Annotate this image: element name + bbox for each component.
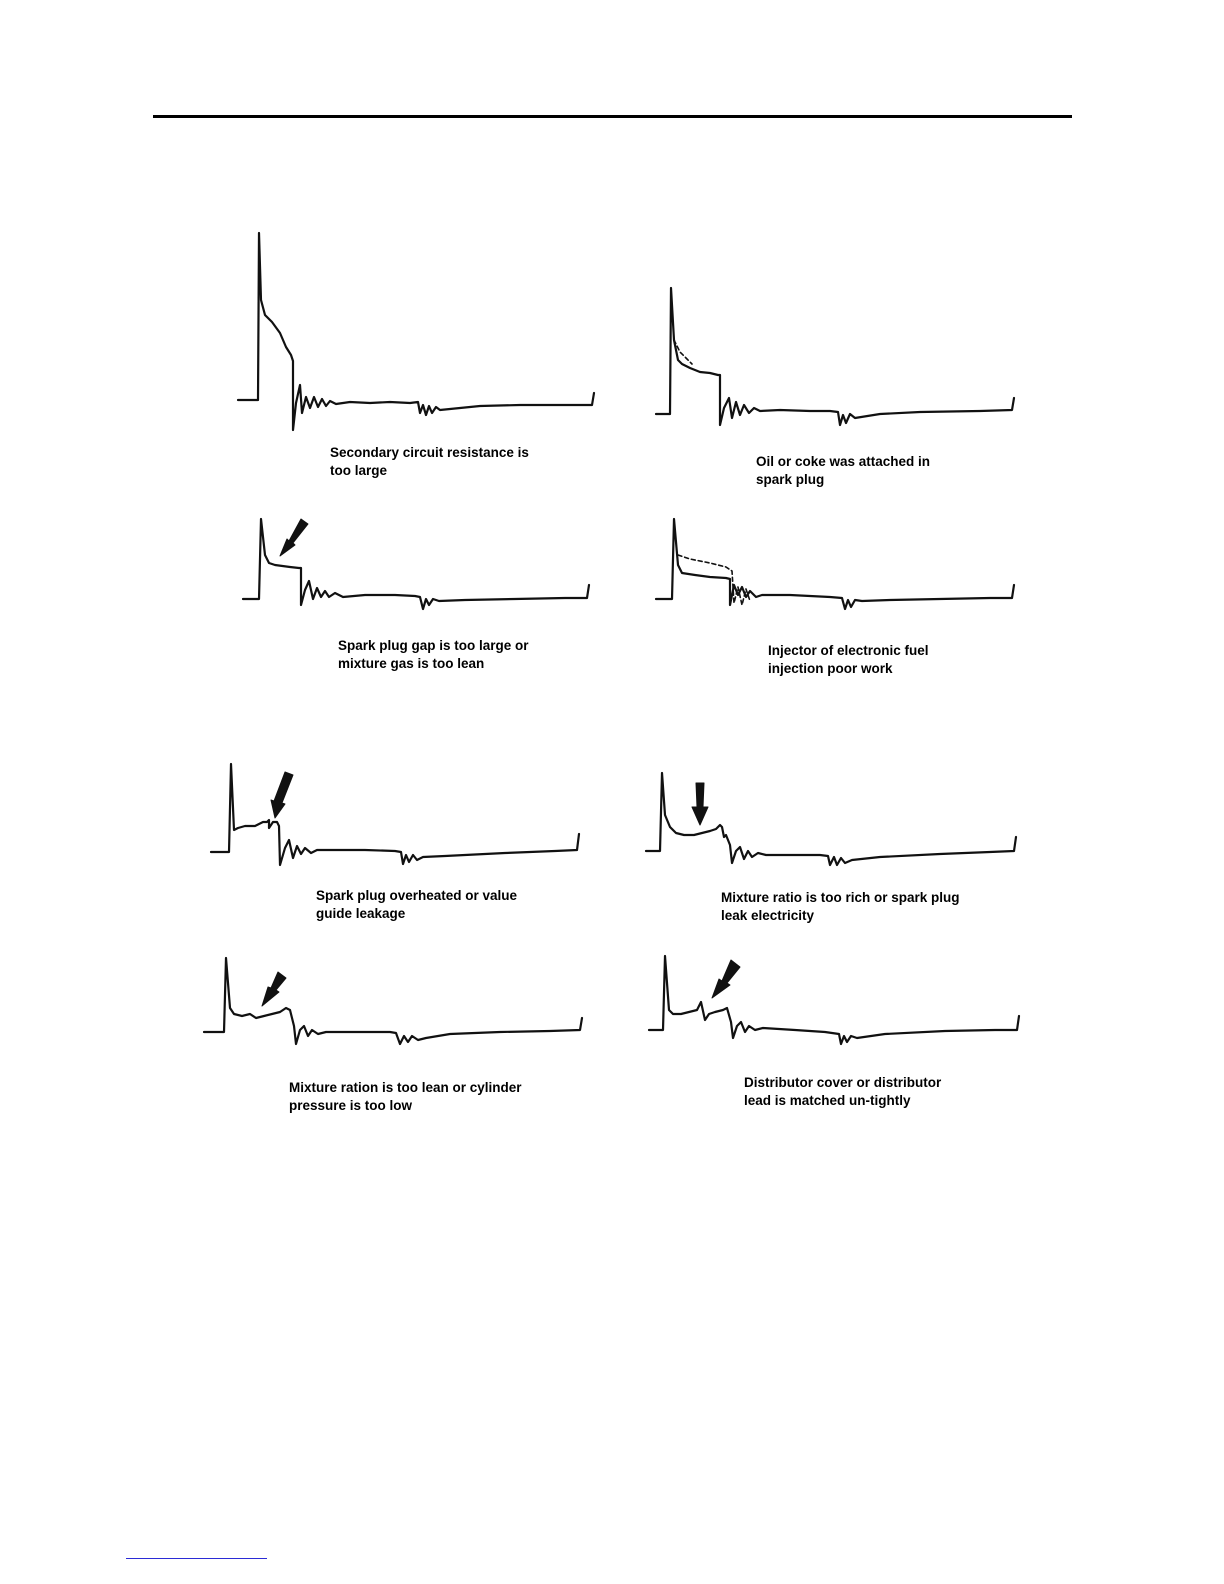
caption-line: pressure is too low [289,1098,413,1113]
caption-spark-gap-lean [338,637,529,673]
arrow-icon [280,519,308,556]
header-rule [153,115,1072,118]
caption-oil-coke-spark-plug [756,453,930,489]
caption-line: mixture gas is too lean [338,656,485,671]
caption-line: guide leakage [316,906,406,921]
caption-line: Secondary circuit resistance is [330,445,529,460]
caption-line: too large [330,463,388,478]
waveform-plug-overheated [205,760,595,875]
waveform-lean-low-pressure [200,950,595,1050]
caption-line: Mixture ratio is too rich or spark plug [721,890,960,905]
caption-lean-low-pressure [289,1079,522,1115]
waveform-injector-poor [650,515,1030,615]
caption-plug-overheated [316,887,517,923]
waveform-distributor-loose [645,950,1030,1050]
waveform-oil-coke-spark-plug [650,280,1030,440]
caption-line: Oil or coke was attached in [756,454,931,469]
caption-line: injection poor work [768,661,893,676]
arrow-icon [692,783,708,825]
waveform-spark-gap-lean [235,515,605,615]
caption-secondary-resistance [330,444,529,480]
caption-line: Spark plug gap is too large or [338,638,529,653]
arrow-icon [712,960,740,998]
caption-line: spark plug [756,472,825,487]
caption-injector-poor [768,642,929,678]
waveform-rich-mixture [640,765,1030,875]
caption-line: leak electricity [721,908,815,923]
caption-rich-mixture [721,889,960,925]
caption-line: Spark plug overheated or value [316,888,518,903]
caption-line: Injector of electronic fuel [768,643,929,658]
arrow-icon [271,772,293,818]
arrow-icon [262,972,286,1006]
caption-line: Distributor cover or distributor [744,1075,942,1090]
caption-line: Mixture ration is too lean or cylinder [289,1080,522,1095]
waveform-secondary-resistance [230,225,610,440]
caption-line: lead is matched un-tightly [744,1093,911,1108]
caption-distributor-loose [744,1074,941,1110]
footnote-rule [126,1558,267,1559]
